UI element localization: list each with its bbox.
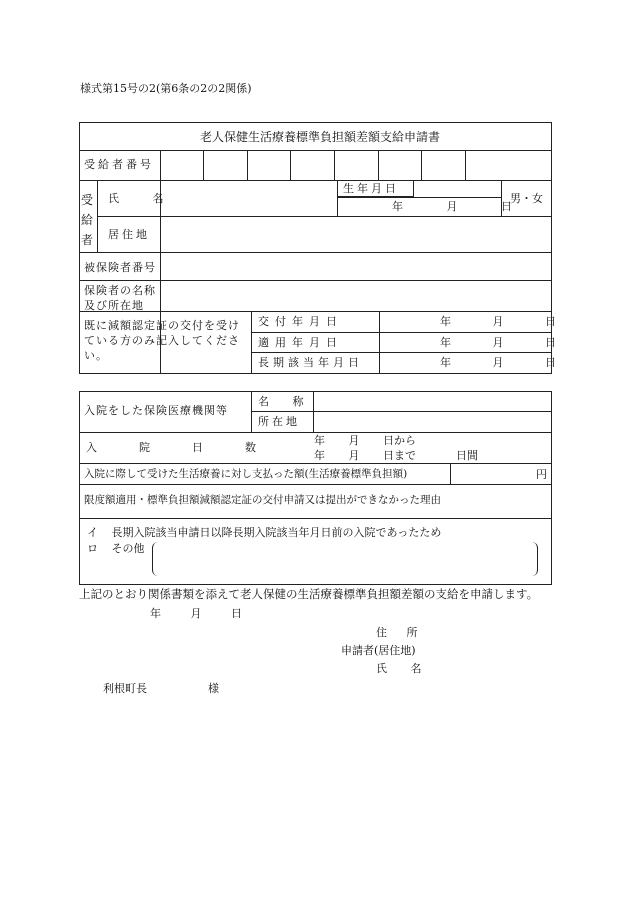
other-reason-bracket[interactable] — [152, 542, 538, 576]
form-number: 様式第15号の2(第6条の2の2関係) — [80, 82, 252, 95]
apply-date-label: 適用年月日 — [258, 336, 343, 349]
institution-address-label: 所在地 — [258, 415, 300, 428]
insured-number-label: 被保険者番号 — [84, 261, 156, 274]
paid-amount-field[interactable]: 円 — [536, 468, 547, 481]
address-label: 居住地 — [108, 228, 150, 241]
institution-name-label: 名 称 — [258, 395, 304, 408]
reason-label: 限度額適用・標準負担額減額認定証の交付申請又は提出ができなかった理由 — [84, 494, 441, 506]
issue-date-label: 交付年月日 — [258, 315, 343, 328]
admission-days-unit: 日間 — [456, 449, 478, 462]
applicant-name-label: 氏 名 — [376, 662, 422, 675]
apply-date-field[interactable]: 年 月 日 — [440, 336, 556, 349]
admission-days-label: 入院日数 — [86, 441, 298, 454]
application-statement: 上記のとおり関係書類を添えて老人保健の生活療養標準負担額差額の支給を申請します。 — [79, 587, 539, 601]
insured-number-field[interactable] — [161, 253, 551, 279]
institution-label: 入院をした保険医療機関等 — [84, 404, 228, 417]
applicant-address-label: 住 所 — [376, 626, 418, 639]
insurer-label: 保険者の名称及び所在地 — [84, 284, 156, 312]
form-title: 老人保健生活療養標準負担額差額支給申請書 — [200, 130, 441, 144]
admission-to-field[interactable]: 年 月 日まで — [314, 449, 416, 462]
gender-options[interactable]: 男・女 — [510, 192, 543, 205]
name-label: 氏 名 — [108, 192, 170, 205]
longterm-date-label: 長期該当年月日 — [258, 356, 363, 369]
paid-amount-label: 入院に際して受けた生活療養に対し支払った額(生活療養標準負担額) — [84, 468, 408, 480]
reason-a-option[interactable]: イ 長期入院該当申請日以降長期入院該当年月日前の入院であったため — [87, 526, 442, 539]
application-date[interactable]: 年 月 日 — [150, 607, 242, 620]
recipient-group-label: 受給者 — [81, 193, 94, 247]
reduced-cert-note: 既に減額認定証の交付を受けている方のみ記入してください。 — [84, 319, 240, 362]
issue-date-field[interactable]: 年 月 日 — [440, 315, 556, 328]
honorific: 様 — [208, 682, 219, 695]
addressee: 利根町長 — [103, 682, 147, 695]
applicant-label: 申請者(居住地) — [341, 644, 416, 657]
birth-date-field[interactable]: 年 月 日 — [392, 200, 512, 213]
recipient-number-label: 受給者番号 — [84, 158, 154, 171]
recipient-name-field[interactable] — [161, 181, 336, 215]
address-field[interactable] — [161, 217, 551, 251]
recipient-number-field[interactable] — [161, 151, 551, 179]
institution-address-field[interactable] — [314, 412, 551, 431]
admission-from-field[interactable]: 年 月 日から — [314, 434, 416, 447]
institution-name-field[interactable] — [314, 392, 551, 410]
birth-date-label: 生年月日 — [343, 182, 399, 195]
longterm-date-field[interactable]: 年 月 日 — [440, 356, 556, 369]
insurer-field[interactable] — [161, 281, 551, 310]
reason-b-option[interactable]: ロ その他 — [87, 542, 145, 555]
